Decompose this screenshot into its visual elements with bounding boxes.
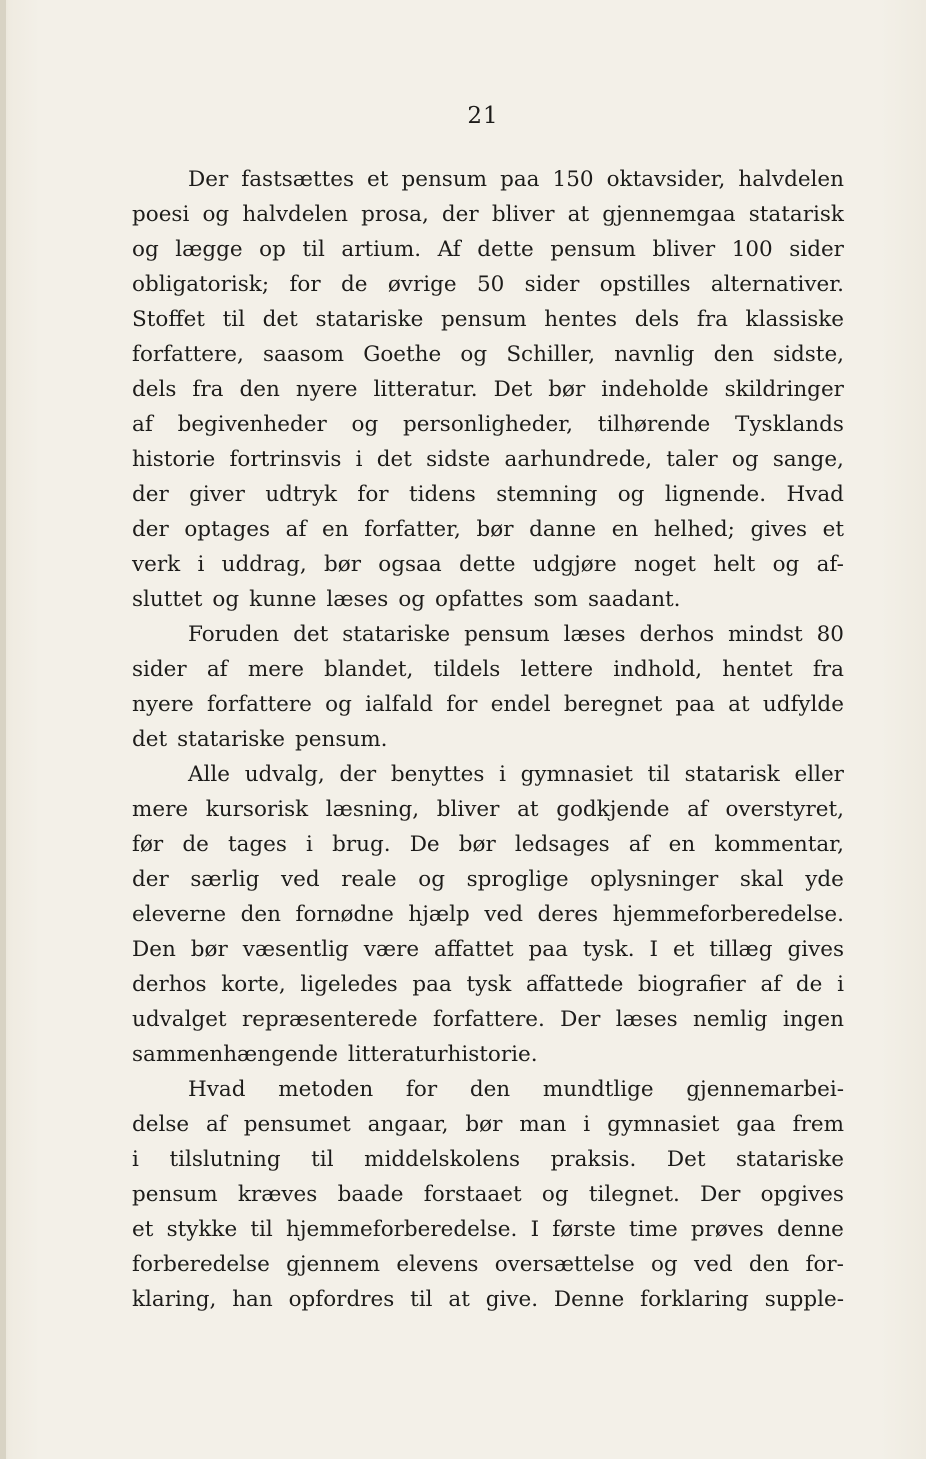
- text-line: forberedelse gjennem elevens oversættelse og ved den for-: [132, 1252, 844, 1277]
- text-line: det statariske pensum.: [132, 727, 388, 752]
- text-line: der giver udtryk for tidens stemning og lignende. Hvad: [132, 482, 844, 507]
- text-line: Foruden det statariske pensum læses derhos mindst 80: [188, 622, 844, 647]
- text-line: i tilslutning til middelskolens praksis. Det statariske: [132, 1147, 844, 1172]
- text-line: obligatorisk; for de øvrige 50 sider opstilles alternativer.: [132, 272, 844, 297]
- text-line: sluttet og kunne læses og opfattes som saadant.: [132, 587, 681, 612]
- page-number: 21: [467, 103, 499, 129]
- text-line: sider af mere blandet, tildels lettere indhold, hentet fra: [132, 657, 844, 682]
- text-line: Den bør væsentlig være affattet paa tysk. I et tillæg gives: [132, 937, 844, 962]
- text-line: klaring, han opfordres til at give. Denne forklaring supple-: [132, 1287, 844, 1312]
- text-line: forfattere, saasom Goethe og Schiller, navnlig den sidste,: [132, 342, 844, 367]
- page-edge: [0, 0, 6, 1459]
- text-line: der optages af en forfatter, bør danne en helhed; gives et: [132, 517, 844, 542]
- text-line: og lægge op til artium. Af dette pensum bliver 100 sider: [132, 237, 844, 262]
- body-text: [132, 162, 844, 1317]
- text-line: før de tages i brug. De bør ledsages af en kommentar,: [132, 832, 844, 857]
- text-line: der særlig ved reale og sproglige oplysninger skal yde: [132, 867, 844, 892]
- text-line: historie fortrinsvis i det sidste aarhundrede, taler og sange,: [132, 447, 844, 472]
- text-line: et stykke til hjemmeforberedelse. I første time prøves denne: [132, 1217, 844, 1242]
- text-line: verk i uddrag, bør ogsaa dette udgjøre noget helt og af-: [132, 552, 844, 577]
- text-line: Hvad metoden for den mundtlige gjennemarbei-: [188, 1077, 844, 1102]
- text-line: delse af pensumet angaar, bør man i gymnasiet gaa frem: [132, 1112, 844, 1137]
- text-line: Stoffet til det statariske pensum hentes dels fra klassiske: [132, 307, 844, 332]
- text-line: sammenhængende litteraturhistorie.: [132, 1042, 538, 1067]
- text-line: pensum kræves baade forstaaet og tilegnet. Der opgives: [132, 1182, 844, 1207]
- text-line: mere kursorisk læsning, bliver at godkjende af overstyret,: [132, 797, 844, 822]
- text-line: Alle udvalg, der benyttes i gymnasiet til statarisk eller: [188, 762, 844, 787]
- text-line: nyere forfattere og ialfald for endel beregnet paa at udfylde: [132, 692, 844, 717]
- text-line: derhos korte, ligeledes paa tysk affattede biografier af de i: [132, 972, 844, 997]
- text-line: dels fra den nyere litteratur. Det bør indeholde skildringer: [132, 377, 844, 402]
- text-line: Der fastsættes et pensum paa 150 oktavsider, halvdelen: [188, 167, 844, 192]
- text-line: udvalget repræsenterede forfattere. Der læses nemlig ingen: [132, 1007, 844, 1032]
- text-line: eleverne den fornødne hjælp ved deres hjemmeforberedelse.: [132, 902, 844, 927]
- text-line: poesi og halvdelen prosa, der bliver at gjennemgaa statarisk: [132, 202, 844, 227]
- text-line: af begivenheder og personligheder, tilhørende Tysklands: [132, 412, 844, 437]
